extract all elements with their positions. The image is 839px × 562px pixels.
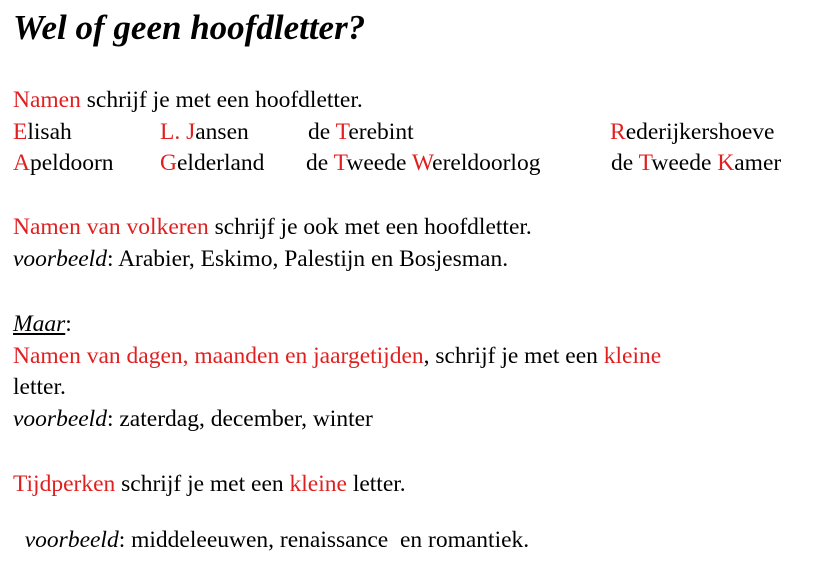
word-rest: ereldoorlog — [432, 150, 541, 176]
word-rest: ansen — [195, 119, 249, 145]
names-rule-term: Namen — [13, 87, 81, 113]
but-heading — [13, 313, 72, 337]
example-tweede-wereldoorlog — [306, 152, 540, 176]
article: de — [308, 119, 336, 145]
days-rule-term: Namen van dagen, maanden en jaargetijden — [13, 343, 424, 369]
peoples-rule — [13, 216, 532, 240]
days-rule-continued: letter. — [13, 374, 66, 400]
eras-rule-text: schrijf je met een — [115, 471, 290, 497]
names-rule-text: schrijf je met een hoofdletter. — [80, 87, 363, 113]
capital-letter: K — [717, 150, 735, 176]
word-rest: lisah — [27, 119, 72, 145]
example-terebint — [308, 121, 414, 145]
eras-example — [13, 505, 529, 552]
word-rest: weede — [346, 150, 412, 176]
word-rest: erebint — [348, 119, 414, 145]
article: de — [611, 150, 639, 176]
word-rest: peldoorn — [29, 150, 114, 176]
example-jansen — [160, 121, 249, 145]
capital-letter: E — [13, 119, 28, 145]
capital-letter: T — [333, 150, 347, 176]
example-label: voorbeeld — [24, 526, 119, 553]
but-label: Maar — [13, 311, 66, 337]
word-rest: weede — [651, 150, 718, 176]
example-rederijkershoeve — [610, 121, 774, 145]
capital-letter: T — [335, 119, 349, 145]
capital-letter: G — [160, 150, 177, 176]
eras-rule-term: Tijdperken — [13, 471, 116, 497]
example-text: : zaterdag, december, winter — [106, 406, 373, 432]
word-rest: elderland — [176, 150, 265, 176]
but-colon: : — [65, 311, 72, 337]
page-title: Wel of geen hoofdletter? — [13, 8, 366, 47]
word-rest: ederijkershoeve — [625, 119, 775, 145]
example-apeldoorn — [13, 152, 114, 176]
days-rule-text: , schrijf je met een — [423, 343, 604, 369]
article: de — [306, 150, 334, 176]
capital-letter: R — [610, 119, 626, 145]
example-tweede-kamer — [611, 152, 781, 176]
eras-rule-emphasis: kleine — [289, 471, 347, 497]
example-elisah — [13, 121, 72, 145]
peoples-rule-term: Namen van volkeren — [13, 214, 209, 240]
word-rest: amer — [734, 150, 782, 176]
names-rule — [13, 89, 363, 113]
example-label: voorbeeld — [13, 406, 107, 432]
capital-letter: W — [411, 150, 433, 176]
example-label: voorbeeld — [13, 246, 107, 272]
example-text: : middeleeuwen, renaissance en romantiek. — [118, 526, 530, 553]
days-rule — [13, 345, 661, 369]
eras-rule-end: letter. — [346, 471, 406, 497]
example-text: : Arabier, Eskimo, Palestijn en Bosjesman. — [106, 246, 509, 272]
eras-rule — [13, 473, 406, 497]
capital-letter: T — [638, 150, 652, 176]
capital-letter: A — [13, 150, 30, 176]
example-gelderland — [160, 152, 264, 176]
days-rule-emphasis: kleine — [603, 343, 662, 369]
days-example — [13, 408, 373, 432]
capital-letter: L. J — [160, 119, 196, 145]
peoples-rule-text: schrijf je ook met een hoofdletter. — [208, 214, 532, 240]
peoples-example — [13, 248, 508, 272]
